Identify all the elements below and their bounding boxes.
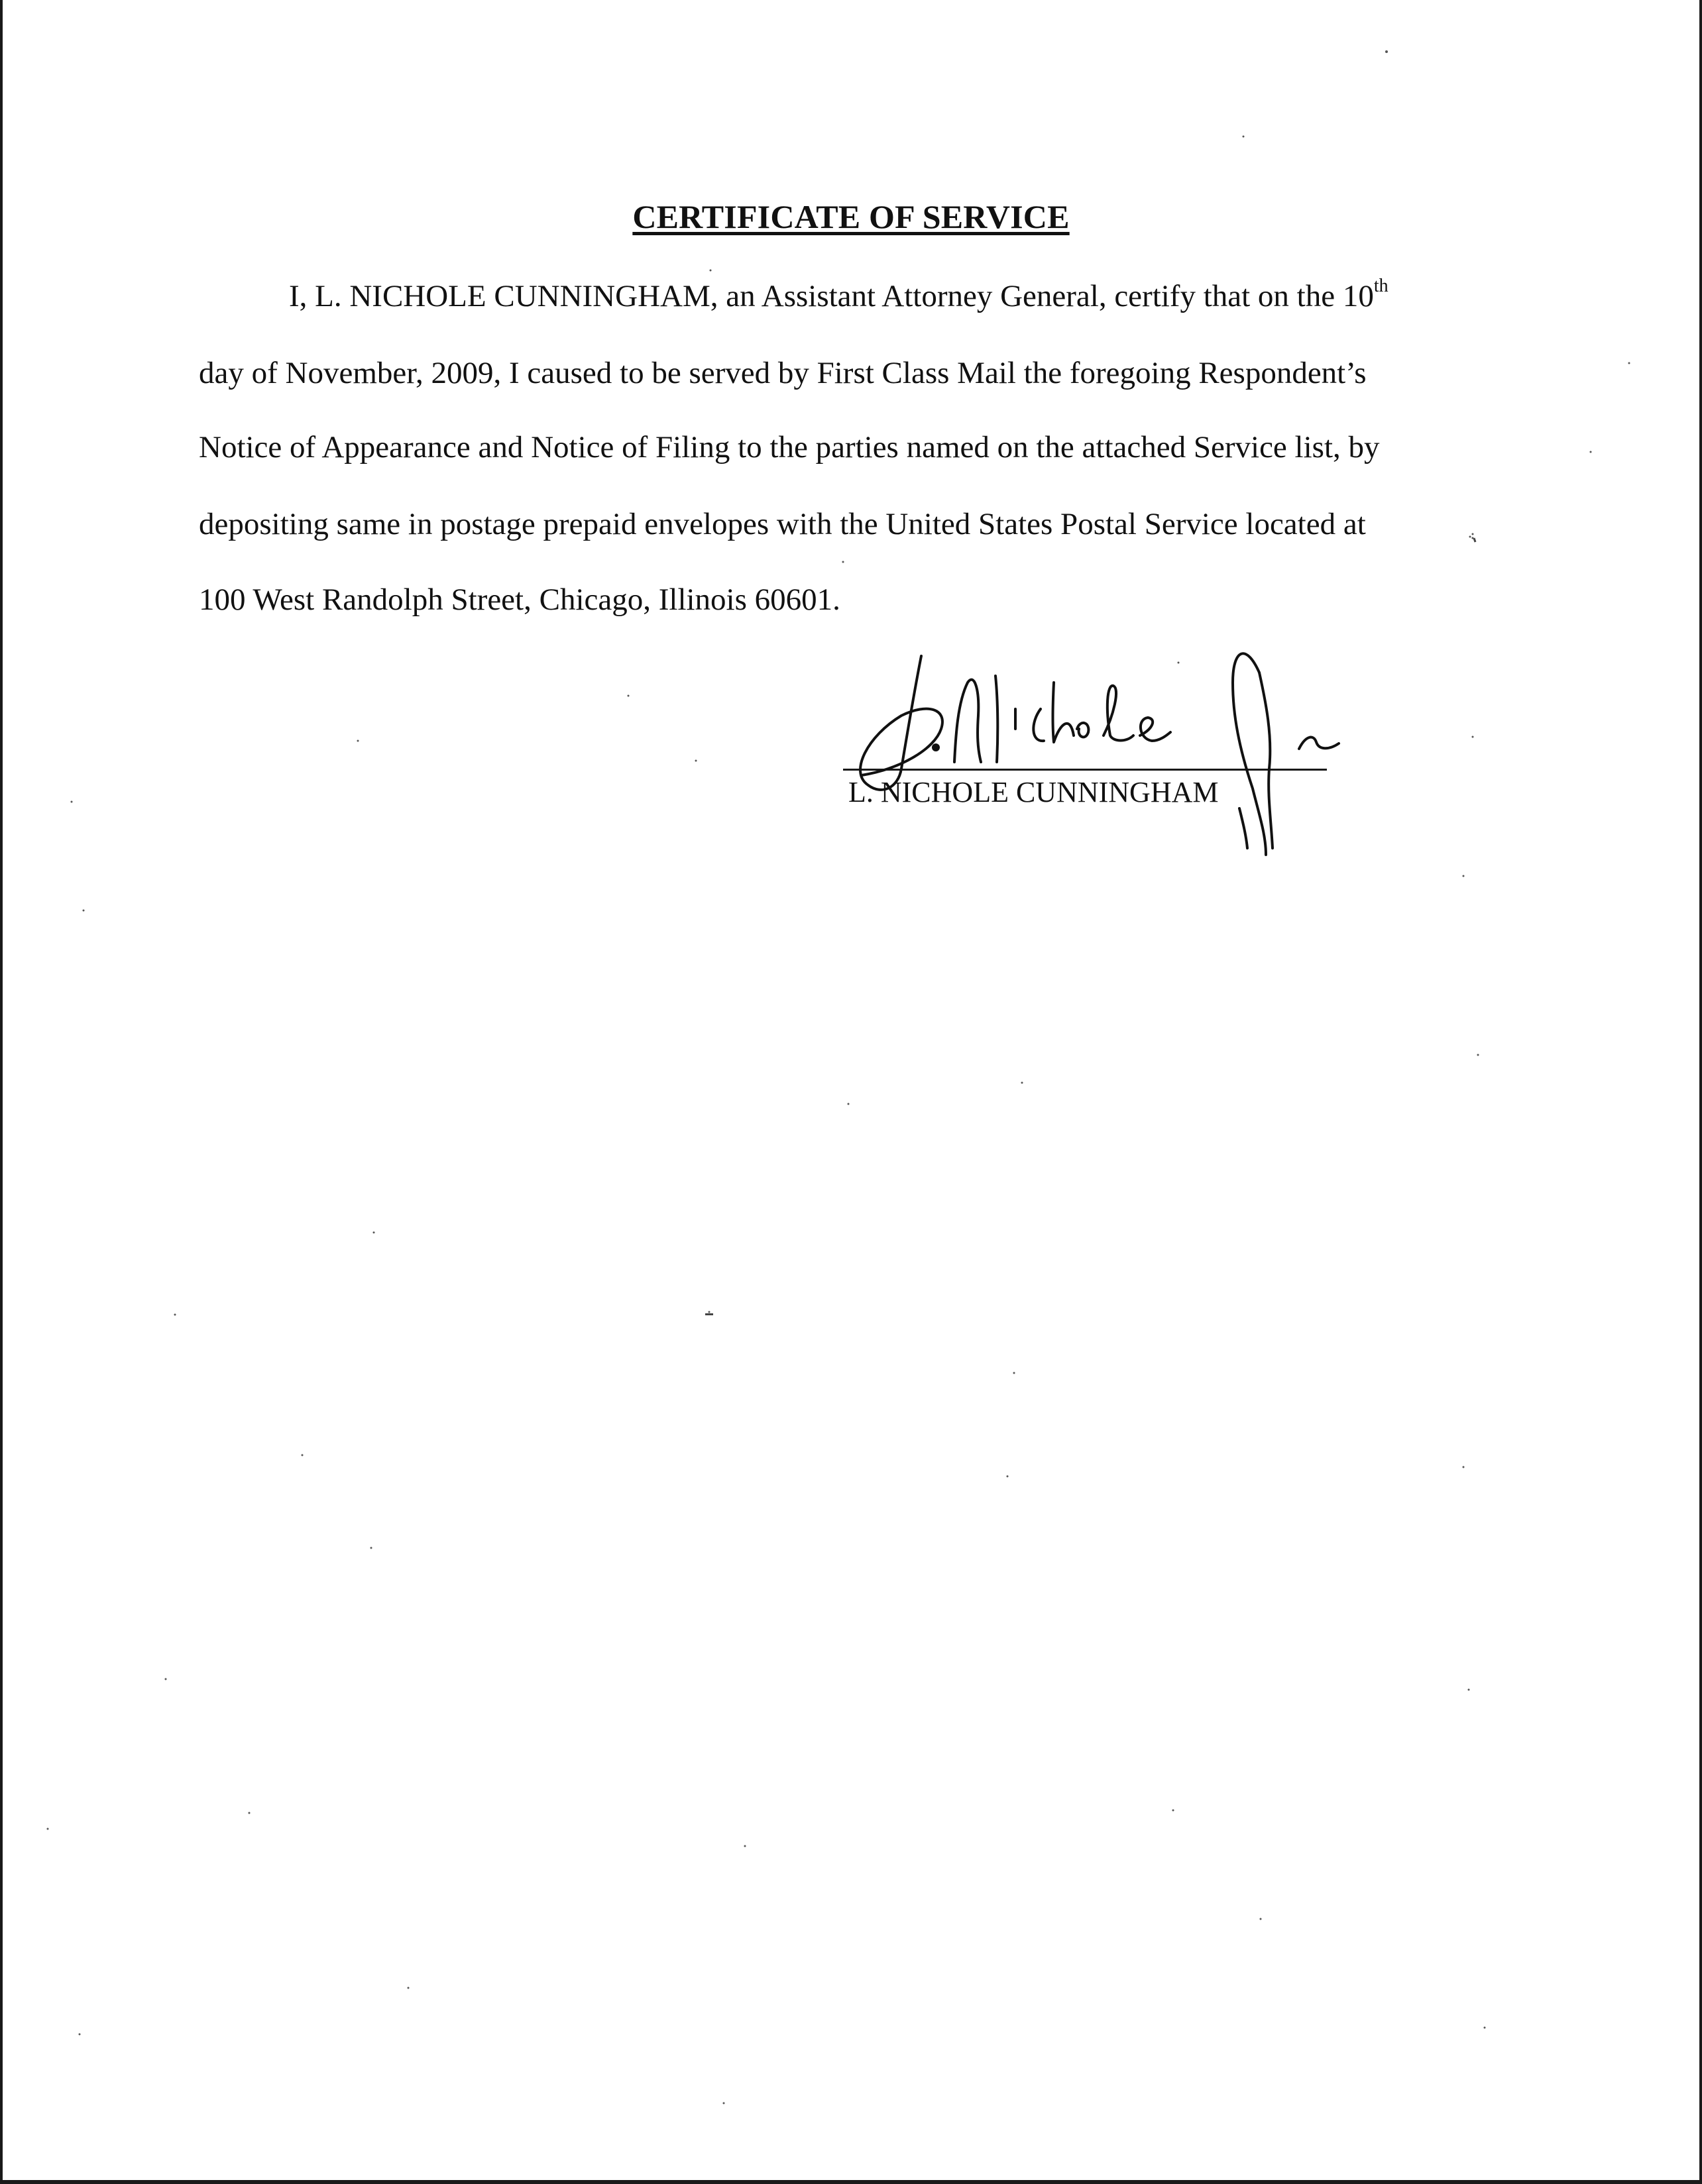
paragraph-line-1 <box>289 276 1389 313</box>
signature-printed-name: L. NICHOLE CUNNINGHAM <box>848 776 1219 808</box>
paragraph-line-1-text: I, L. NICHOLE CUNNINGHAM, an Assistant Attorney General, certify that on the 10 <box>289 279 1374 313</box>
ordinal-suffix: th <box>1373 276 1389 296</box>
signature-block <box>842 636 1412 875</box>
paragraph-line-3: Notice of Appearance and Notice of Filing to the parties named on the attached Service list, by <box>199 430 1380 464</box>
paragraph-line-2: day of November, 2009, I caused to be served by First Class Mail the foregoing Respondent’s <box>199 356 1367 390</box>
handwritten-signature <box>842 636 1412 875</box>
document-title: CERTIFICATE OF SERVICE <box>632 198 1070 235</box>
paragraph-line-4: depositing same in postage prepaid envelopes with the United States Postal Service located at <box>199 507 1366 541</box>
paragraph-line-5: 100 West Randolph Street, Chicago, Illinois 60601. <box>199 582 840 617</box>
